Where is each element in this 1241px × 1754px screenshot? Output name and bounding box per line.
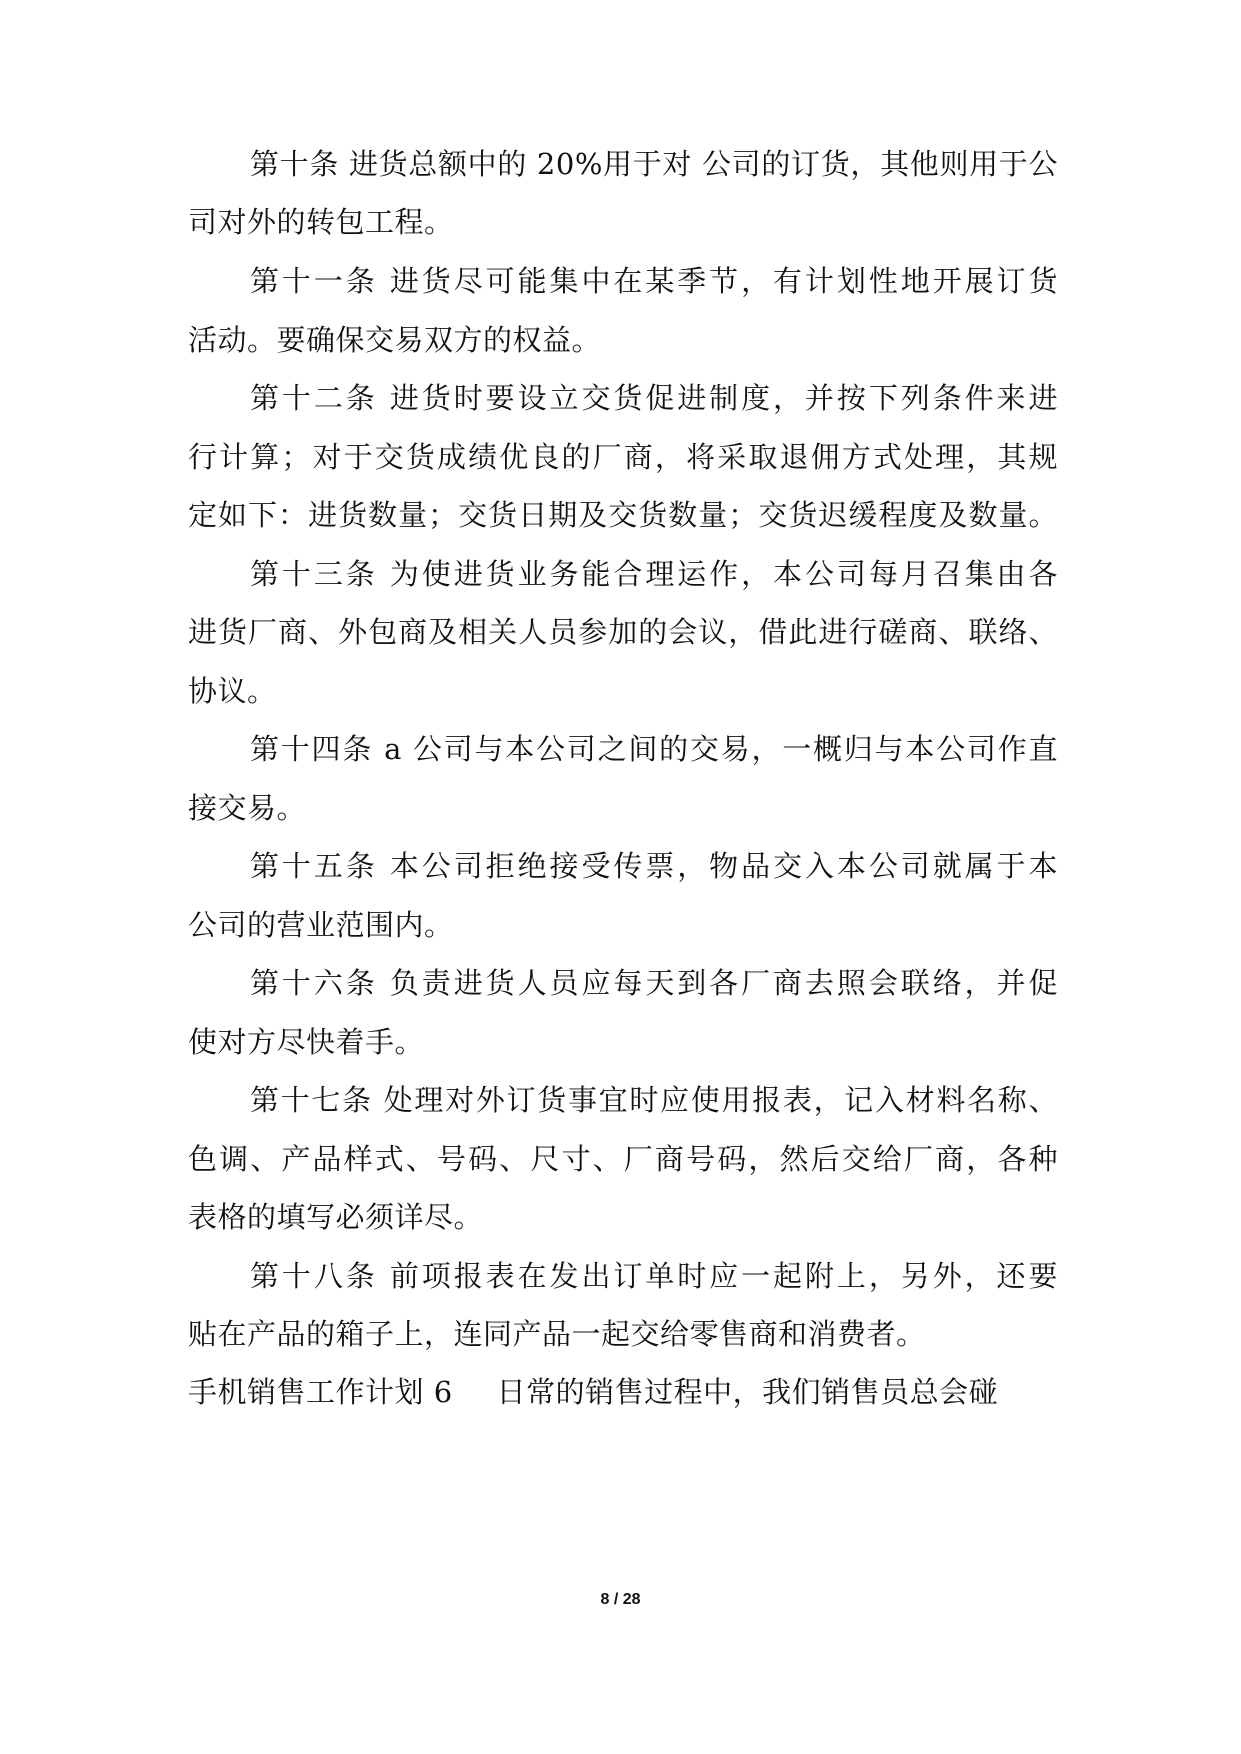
paragraph-line: 协议。 xyxy=(188,674,277,708)
paragraph-line: 第十七条 处理对外订货事宜时应使用报表，记入材料名称、 xyxy=(250,1083,1058,1117)
paragraph-line: 行计算；对于交货成绩优良的厂商，将采取退佣方式处理，其规 xyxy=(188,440,1058,474)
section-heading: 手机销售工作计划 6 xyxy=(188,1375,453,1409)
paragraph-line: 表格的填写必须详尽。 xyxy=(188,1200,484,1234)
paragraph-line: 第十八条 前项报表在发出订单时应一起附上，另外，还要 xyxy=(250,1259,1058,1293)
paragraph-line: 司对外的转包工程。 xyxy=(188,205,454,239)
paragraph-line: 活动。要确保交易双方的权益。 xyxy=(188,323,602,357)
paragraph-line: 第十一条 进货尽可能集中在某季节，有计划性地开展订货 xyxy=(250,264,1058,298)
paragraph-line: 第十三条 为使进货业务能合理运作，本公司每月召集由各 xyxy=(250,557,1058,591)
paragraph-line: 第十六条 负责进货人员应每天到各厂商去照会联络，并促 xyxy=(250,966,1058,1000)
paragraph-line: 贴在产品的箱子上，连同产品一起交给零售商和消费者。 xyxy=(188,1317,926,1351)
page-number: 8 / 28 xyxy=(600,1591,641,1608)
paragraph-line: 第十五条 本公司拒绝接受传票，物品交入本公司就属于本 xyxy=(250,849,1058,883)
paragraph-line: 第十四条 a 公司与本公司之间的交易，一概归与本公司作直 xyxy=(250,732,1058,766)
paragraph-line: 色调、产品样式、号码、尺寸、厂商号码，然后交给厂商，各种 xyxy=(188,1142,1058,1176)
last-line xyxy=(188,1370,1058,1414)
paragraph-line: 进货厂商、外包商及相关人员参加的会议，借此进行磋商、联络、 xyxy=(188,615,1058,649)
paragraph-text: 日常的销售过程中，我们销售员总会碰 xyxy=(496,1375,999,1409)
paragraph-line: 定如下：进货数量；交货日期及交货数量；交货迟缓程度及数量。 xyxy=(188,498,1058,532)
paragraph-line: 使对方尽快着手。 xyxy=(188,1025,425,1059)
paragraph-line: 第十条 进货总额中的 20%用于对 公司的订货，其他则用于公 xyxy=(250,147,1058,181)
paragraph-line: 第十二条 进货时要设立交货促进制度，并按下列条件来进 xyxy=(250,381,1058,415)
paragraph-line: 公司的营业范围内。 xyxy=(188,908,454,942)
paragraph-line: 接交易。 xyxy=(188,791,307,825)
